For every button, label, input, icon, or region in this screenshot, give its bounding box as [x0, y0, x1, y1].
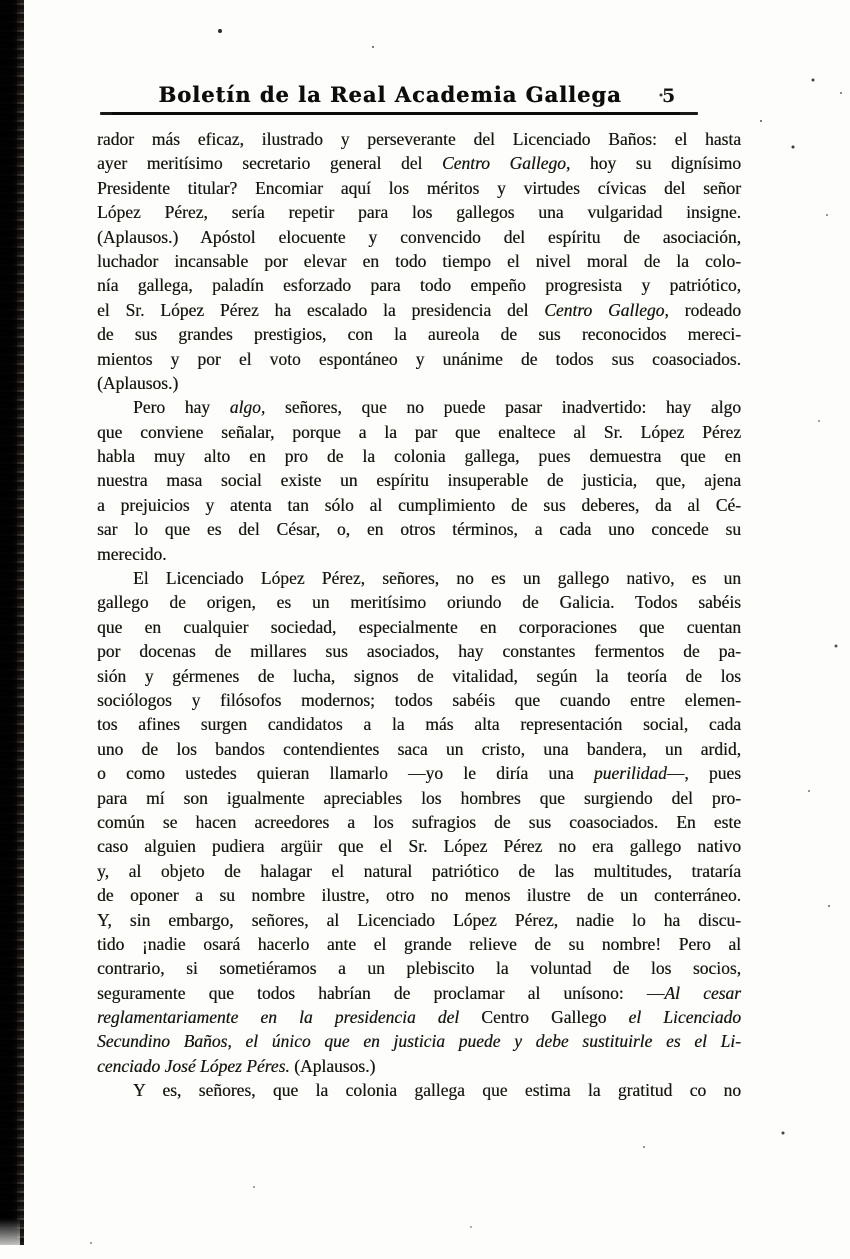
text-segment: sar lo que es del César, o, en otros términos, a cada uno concede su [97, 519, 741, 540]
text-segment: mientos y por el voto espontáneo y unánime de todos sus coasociados. [97, 348, 741, 369]
text-segment: (Aplausos.) [289, 1055, 376, 1076]
text-line [97, 517, 741, 541]
text-line [97, 688, 741, 712]
italic-text-segment: el Licenciado [628, 1007, 741, 1028]
header-rule [100, 112, 698, 115]
text-segment: contrario, si sometiéramos a un plebiscito la voluntad de los socios, [97, 958, 741, 979]
text-segment: López Pérez, sería repetir para los gallegos una vulgaridad insigne. [97, 202, 741, 223]
text-segment: de sus grandes prestigios, con la aureola de sus reconocidos mereci- [97, 324, 741, 345]
text-line [97, 127, 741, 151]
text-segment: Y, sin embargo, señores, al Licenciado López Pérez, nadie lo ha discu- [97, 909, 741, 930]
text-segment: gallego de origen, es un meritísimo oriundo de Galicia. Todos sabéis [97, 592, 741, 613]
text-line [97, 1054, 741, 1078]
text-line [97, 298, 741, 322]
text-segment: de oponer a su nombre ilustre, otro no menos ilustre de un conterráneo. [97, 885, 741, 906]
text-segment: señores, que no puede pasar inadvertido: hay algo [265, 397, 741, 418]
text-segment: o como ustedes quieran llamarlo —yo le diría una [97, 763, 594, 784]
text-line [97, 1029, 741, 1053]
page-body [97, 127, 741, 1103]
text-line [97, 1005, 741, 1029]
scan-speckles [0, 0, 2, 2]
text-segment: (Aplausos.) [97, 372, 179, 393]
book-binding-edge [0, 0, 24, 1245]
text-line [97, 639, 741, 663]
text-line [97, 371, 741, 395]
text-segment: tos afines surgen candidatos a la más alta representación social, cada [97, 714, 741, 735]
text-line [97, 786, 741, 810]
text-line [97, 566, 741, 590]
text-segment: sión y gérmenes de lucha, signos de vitalidad, según la teoría de los [97, 665, 741, 686]
text-segment: Centro Gallego [459, 1007, 629, 1028]
text-segment: habla muy alto en pro de la colonia gallega, pues demuestra que en [97, 446, 741, 467]
text-line [97, 737, 741, 761]
text-line [97, 273, 741, 297]
text-line [97, 200, 741, 224]
text-line [97, 468, 741, 492]
text-line [97, 151, 741, 175]
text-line [97, 834, 741, 858]
text-line [97, 956, 741, 980]
journal-title: Boletín de la Real Academia Gallega [158, 82, 622, 107]
text-line [97, 249, 741, 273]
italic-text-segment: algo, [229, 397, 266, 418]
text-segment: rodeado [668, 299, 741, 320]
text-segment: que en cualquier sociedad, especialmente en corporaciones que cuentan [97, 616, 741, 637]
text-line [97, 395, 741, 419]
text-segment: El Licenciado López Pérez, señores, no es un gallego nativo, es un [133, 568, 741, 589]
text-segment: Y es, señores, que la colonia gallega que estima la gratitud co no [133, 1080, 741, 1101]
text-segment: uno de los bandos contendientes saca un cristo, una bandera, un ardid, [97, 738, 741, 759]
text-segment: nuestra masa social existe un espíritu insuperable de justicia, que, ajena [97, 470, 741, 491]
text-segment: (Aplausos.) Apóstol elocuente y convencido del espíritu de asociación, [97, 226, 741, 247]
text-segment: por docenas de millares sus asociados, hay constantes fermentos de pa- [97, 641, 741, 662]
text-segment: a prejuicios y atenta tan sólo al cumplimiento de sus deberes, da al Cé- [97, 494, 741, 515]
text-line [97, 420, 741, 444]
text-line [97, 615, 741, 639]
italic-text-segment: cenciado José López Péres. [97, 1055, 290, 1076]
text-line [97, 761, 741, 785]
paragraph [97, 395, 741, 566]
text-segment: caso alguien pudiera argüir que el Sr. López Pérez no era gallego nativo [97, 836, 741, 857]
text-segment: —, pues [666, 763, 742, 784]
text-segment: Pero hay [133, 397, 230, 418]
italic-text-segment: Al cesar [664, 982, 741, 1003]
paragraph [97, 1078, 741, 1102]
text-segment: el Sr. López Pérez ha escalado la presidencia del [97, 299, 545, 320]
text-segment: tido ¡nadie osará hacerlo ante el grande relieve de su nombre! Pero al [97, 933, 741, 954]
text-segment: y, al objeto de halagar el natural patriótico de las multitudes, trataría [97, 860, 741, 881]
italic-text-segment: Secundino Baños, el único que en justicia puede y debe sustituirle es el Li- [97, 1031, 741, 1052]
paragraph [97, 566, 741, 1078]
text-segment: luchador incansable por elevar en todo tiempo el nivel moral de la colo- [97, 250, 741, 271]
italic-text-segment: Centro Gallego, [441, 153, 571, 174]
text-line [97, 590, 741, 614]
text-segment: merecido. [97, 543, 167, 564]
text-line [97, 322, 741, 346]
text-line [97, 347, 741, 371]
text-segment: ayer meritísimo secretario general del [97, 153, 442, 174]
text-segment: sociólogos y filósofos modernos; todos sabéis que cuando entre elemen- [97, 689, 741, 710]
italic-text-segment: reglamentariamente en la presidencia del [97, 1007, 460, 1028]
text-segment: nía gallega, paladín esforzado para todo empeño progresista y patriótico, [97, 275, 741, 296]
text-segment: Presidente titular? Encomiar aquí los méritos y virtudes cívicas del señor [97, 177, 741, 198]
text-line [97, 712, 741, 736]
text-line [97, 932, 741, 956]
text-line [97, 981, 741, 1005]
text-line [97, 908, 741, 932]
text-line [97, 225, 741, 249]
italic-text-segment: puerilidad [593, 763, 667, 784]
text-line [97, 444, 741, 468]
text-segment: que conviene señalar, porque a la par que enaltece al Sr. López Pérez [97, 421, 741, 442]
text-line [97, 859, 741, 883]
text-segment: común se hacen acreedores a los sufragios de sus coasociados. En este [97, 811, 741, 832]
italic-text-segment: Centro Gallego, [544, 299, 669, 320]
text-line [97, 883, 741, 907]
text-segment: para mí son igualmente apreciables los hombres que surgiendo del pro- [97, 787, 741, 808]
text-segment: seguramente que todos habrían de proclamar al unísono: — [97, 982, 665, 1003]
paragraph [97, 127, 741, 395]
text-line [97, 664, 741, 688]
text-line [97, 176, 741, 200]
text-line [97, 1078, 741, 1102]
page-number: 5 [662, 85, 676, 107]
text-line [97, 493, 741, 517]
text-line [97, 542, 741, 566]
text-line [97, 810, 741, 834]
text-segment: rador más eficaz, ilustrado y perseverante del Licenciado Baños: el hasta [97, 129, 741, 149]
text-segment: hoy su dignísimo [570, 153, 741, 174]
